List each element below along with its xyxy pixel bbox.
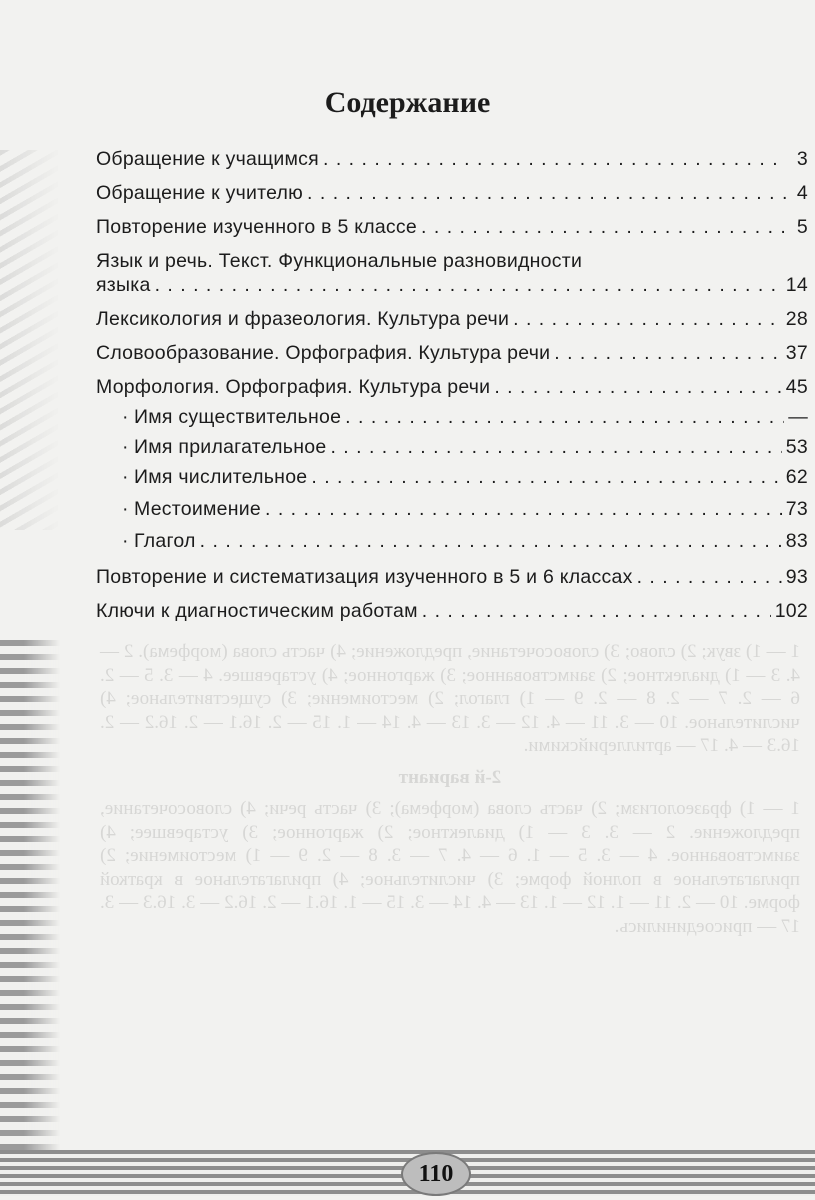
toc-entry-label: Словообразование. Орфография. Культура речи (96, 342, 551, 364)
toc-entry-page: 14 (785, 274, 808, 296)
toc-entry (96, 308, 808, 331)
toc-entry-label: Морфология. Орфография. Культура речи (96, 376, 491, 398)
toc-subentry (96, 530, 808, 553)
toc-subentry (96, 498, 808, 521)
toc-entry (96, 216, 808, 239)
toc-entry (96, 376, 808, 399)
toc-entry (96, 342, 808, 365)
toc-subentry (96, 406, 808, 429)
toc-entry-label: Имя прилагательное (134, 436, 327, 458)
toc-entry-label: Имя существительное (134, 406, 342, 428)
toc-entry (96, 148, 808, 171)
toc-entry-page: 73 (785, 498, 808, 520)
toc-entry-page: 93 (785, 566, 808, 588)
dot-leader (155, 274, 782, 297)
dot-leader (513, 308, 782, 331)
toc-entry (96, 274, 808, 297)
dot-leader (330, 436, 781, 459)
toc-entry-label: Обращение к учителю (96, 182, 304, 204)
toc-subentry (96, 466, 808, 489)
dot-leader (265, 498, 782, 521)
toc-subentry (96, 436, 808, 459)
bullet-mark: · (122, 436, 129, 458)
toc-entry-label: языка (96, 274, 151, 296)
toc-entry-page: 102 (774, 600, 808, 622)
toc-entry-label: Имя числительное (134, 466, 308, 488)
toc-entry-page: 83 (785, 530, 808, 552)
toc-entry (96, 600, 808, 623)
toc-entry-label: Повторение и систематизация изученного в 5 и 6 классах (96, 566, 633, 588)
toc-entry-page: 4 (796, 182, 808, 204)
toc-entry-label-line1: Язык и речь. Текст. Функциональные разновидности (96, 250, 583, 272)
toc-entry-label: Лексикология и фразеология. Культура речи (96, 308, 510, 330)
dot-leader (421, 216, 786, 239)
dot-leader (422, 600, 771, 623)
toc-entry-label: Повторение изученного в 5 классе (96, 216, 418, 238)
page-number: 110 (401, 1152, 471, 1196)
toc-entry (96, 182, 808, 205)
dot-leader (637, 566, 782, 589)
dot-leader (323, 148, 786, 171)
margin-decoration-top (0, 150, 60, 530)
toc-entry-page: 62 (785, 466, 808, 488)
dot-leader (554, 342, 782, 365)
dot-leader (345, 406, 784, 429)
toc-entry-page: — (788, 406, 808, 428)
dot-leader (311, 466, 781, 489)
page-title: Содержание (324, 86, 491, 119)
toc-entry-page: 3 (796, 148, 808, 170)
bullet-mark: · (122, 466, 129, 488)
dot-leader (494, 376, 781, 399)
bleed-through-text: 1 — 1) звук; 2) слово; 3) словосочетание, предложение; 4) часть слова (морфема). 2 — 4. 3 — 1) диалектное; 2) заимствованное; 3) жаргонное; 4) устаревшее. 4 — 3. 5 — 2. 6 — 2. 7 — 2. 8 — 2. 9 — 1) глагол; 2) местоимение; 3) существительное; 4) числительное. 10 — 3. 11 — 4. 12 — 3. 13 — 4. 14 — 1. 15 — 2. 16.1 — 2. 16.2 — 2. 16.3 — 4. 17 — артиллерийскими. 2-й вариант 1 — 1) фразеологизм; 2) часть слова (морфема); 3) часть речи; 4) словосочетание, предложение. 2 — 3. 3 — 1) диалектное; 2) жаргонное; 3) устаревшее; 4) заимствованное. 4 — 3. 5 — 1. 6 — 4. 7 — 3. 8 — 2. 9 — 1) местоимение; 2) прилагательное в полной форме; 3) числительное; 4) прилагательное в краткой форме. 10 — 2. 11 — 1. 12 — 1. 13 — 4. 14 — 3. 15 — 1. 16.1 — 2. 16.2 — 3. 16.3 — 3. 17 — присоединились. (100, 641, 800, 937)
bullet-mark: · (122, 406, 129, 428)
toc-entry-page: 37 (785, 342, 808, 364)
toc-entry (96, 566, 808, 589)
toc-entry-label: Местоимение (134, 498, 262, 520)
dot-leader (307, 182, 786, 205)
toc-entry-label: Глагол (134, 530, 196, 552)
toc-entry-page: 5 (796, 216, 808, 238)
bullet-mark: · (122, 530, 129, 552)
toc-entry-label: Ключи к диагностическим работам (96, 600, 418, 622)
toc-entry-page: 45 (785, 376, 808, 398)
toc-entry-label: Обращение к учащимся (96, 148, 319, 170)
toc-entry-page: 28 (785, 308, 808, 330)
margin-decoration-bottom (0, 640, 60, 1160)
bullet-mark: · (122, 498, 129, 520)
dot-leader (200, 530, 782, 553)
toc-entry-page: 53 (785, 436, 808, 458)
